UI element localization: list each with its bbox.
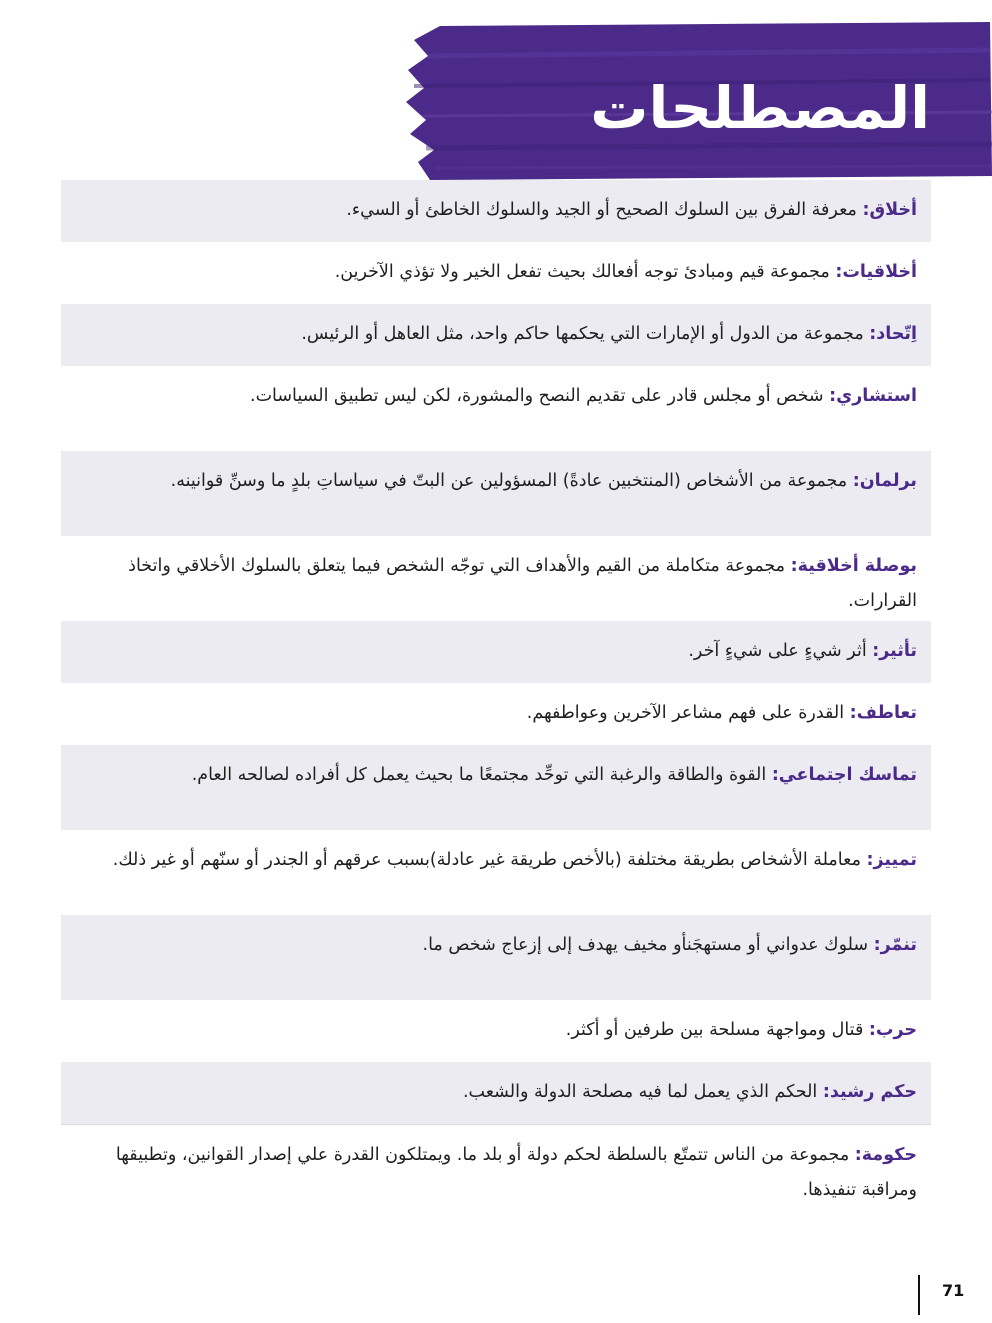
page-title: المصطلحات bbox=[590, 74, 930, 142]
entry-definition: القوة والطاقة والرغبة التي توحِّد مجتمعًا ما بحيث يعمل كل أفراده لصالحه العام. bbox=[191, 765, 772, 785]
entry-term: تأثير: bbox=[872, 641, 917, 661]
glossary-entry bbox=[61, 830, 931, 915]
entry-term: تماسك اجتماعي: bbox=[771, 765, 917, 785]
page-number: 71 bbox=[942, 1281, 965, 1300]
glossary-entry bbox=[61, 242, 931, 304]
entry-term: برلمان: bbox=[852, 471, 917, 491]
entry-definition: سلوك عدواني أو مستهجَنأو مخيف يهدف إلى إزعاج شخص ما. bbox=[422, 935, 874, 955]
entry-term: تمييز: bbox=[866, 850, 917, 870]
entry-term: أخلاقيات: bbox=[835, 262, 917, 282]
entry-term: تعاطف: bbox=[849, 703, 917, 723]
entry-definition: قتال ومواجهة مسلحة بين طرفين أو أكثر. bbox=[565, 1020, 869, 1040]
entry-definition: معاملة الأشخاص بطريقة مختلفة (بالأخص طريقة غير عادلة)بسبب عرقهم أو الجندر أو سنّهم أو غير ذلك. bbox=[112, 850, 867, 870]
glossary-entry bbox=[61, 915, 931, 1000]
glossary-entry bbox=[61, 1000, 931, 1062]
entry-term: حكومة: bbox=[854, 1145, 917, 1165]
entry-definition: القدرة على فهم مشاعر الآخرين وعواطفهم. bbox=[526, 703, 850, 723]
glossary-entry bbox=[61, 536, 931, 621]
glossary-entry bbox=[61, 180, 931, 242]
entry-definition: معرفة الفرق بين السلوك الصحيح أو الجيد والسلوك الخاطئ أو السيء. bbox=[346, 200, 863, 220]
entry-term: استشاري: bbox=[829, 386, 917, 406]
entry-definition: مجموعة قيم ومبادئ توجه أفعالك بحيث تفعل الخير ولا تؤذي الآخرين. bbox=[334, 262, 836, 282]
glossary-entry bbox=[61, 683, 931, 745]
entry-term: حكم رشيد: bbox=[822, 1082, 917, 1102]
glossary-entry bbox=[61, 1124, 931, 1209]
entry-definition: مجموعة من الدول أو الإمارات التي يحكمها حاكم واحد، مثل العاهل أو الرئيس. bbox=[301, 324, 870, 344]
glossary-entry bbox=[61, 745, 931, 830]
page-number-divider bbox=[918, 1275, 920, 1315]
entry-definition: مجموعة من الناس تتمتّع بالسلطة لحكم دولة أو بلد ما. ويمتلكون القدرة علي إصدار القوانين، وتطبيقها ومراقبة تنفيذها. bbox=[115, 1145, 917, 1200]
entry-term: أخلاق: bbox=[862, 200, 917, 220]
entry-term: بوصلة أخلاقية: bbox=[790, 556, 917, 576]
entry-definition: الحكم الذي يعمل لما فيه مصلحة الدولة والشعب. bbox=[462, 1082, 823, 1102]
glossary-entry bbox=[61, 621, 931, 683]
entry-definition: شخص أو مجلس قادر على تقديم النصح والمشورة، لكن ليس تطبيق السياسات. bbox=[250, 386, 830, 406]
page-header bbox=[400, 16, 992, 184]
entry-term: اِتّحاد: bbox=[869, 324, 917, 344]
entry-definition: مجموعة من الأشخاص (المنتخبين عادةً) المسؤولين عن البتّ في سياساتِ بلدٍ ما وسنِّ قوانينه. bbox=[170, 471, 853, 491]
glossary-entry bbox=[61, 366, 931, 451]
entry-definition: مجموعة متكاملة من القيم والأهداف التي توجّه الشخص فيما يتعلق بالسلوك الأخلاقي واتخاذ القرارات. bbox=[128, 556, 917, 611]
entry-term: حرب: bbox=[868, 1020, 917, 1040]
glossary-entry bbox=[61, 1062, 931, 1124]
glossary-list bbox=[61, 180, 931, 1209]
glossary-entry bbox=[61, 304, 931, 366]
entry-definition: أثر شيءٍ على شيءٍ آخر. bbox=[688, 641, 873, 661]
glossary-entry bbox=[61, 451, 931, 536]
entry-term: تنمّر: bbox=[873, 935, 917, 955]
